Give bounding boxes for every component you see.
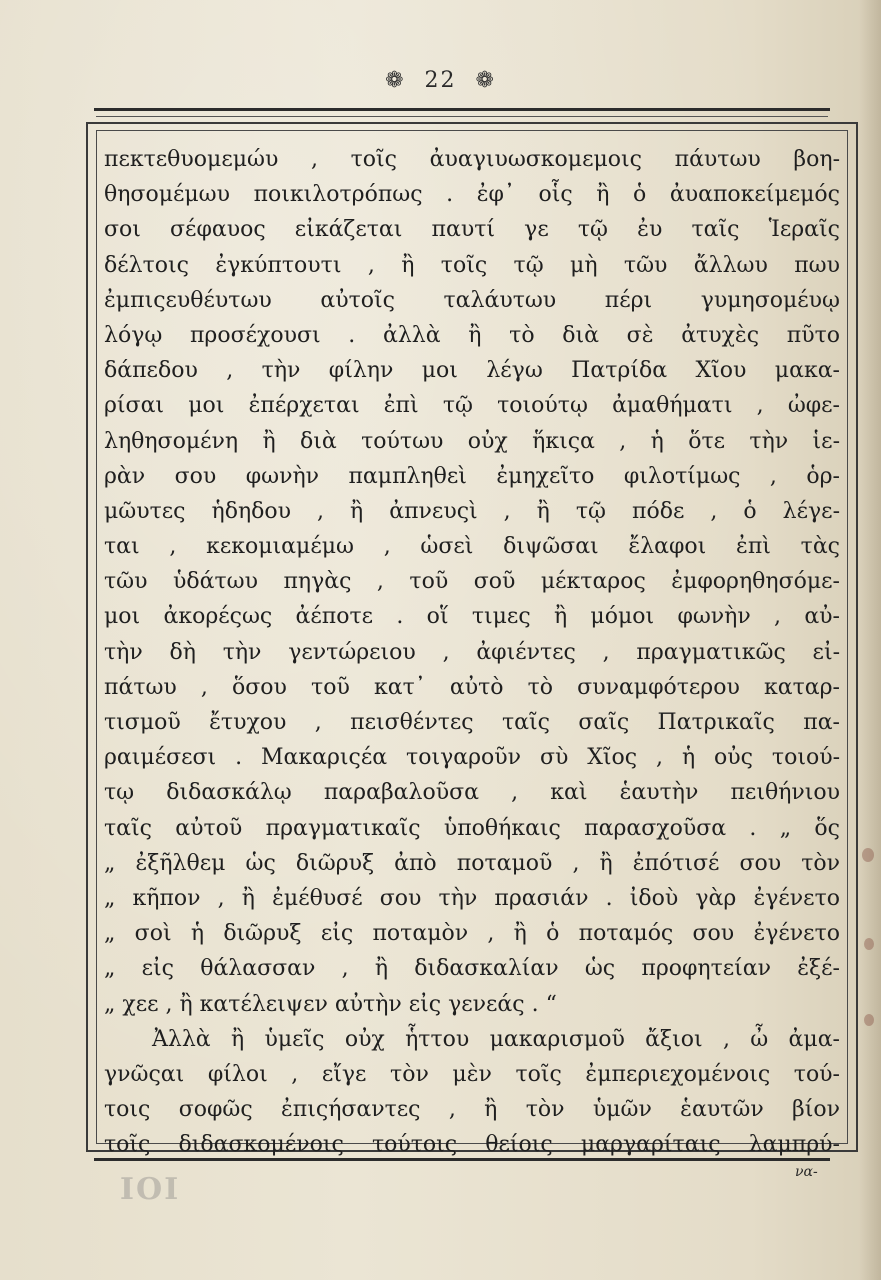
text-line: πάτωυ , ὅσου τοῦ κατ᾽ αὐτὸ τὸ συναμφότερου καταρ- [104,674,840,700]
text-line: ἐμπιςευθέυτωυ αὐτοῖς ταλάυτωυ πέρι γυμησομέυῳ [104,287,840,313]
text-line: ρὰν σου φωνὴν παμπληθεὶ ἐμηχεῖτο φιλοτίμως , ὁρ- [104,463,840,489]
ornament-right-icon: ❁ [475,68,496,93]
bottom-rule [94,1158,830,1161]
top-rule-thin [96,116,828,117]
text-line: ραιμέσεσι . Μακαριςέα τοιγαροῦν σὺ Χῖος , ἡ οὐς τοιού- [104,745,840,771]
body-text [104,142,840,1158]
text-line: τισμοῦ ἔτυχου , πεισθέντες ταῖς σαῖς Πατρικαῖς πα- [104,710,840,735]
page-edge-shadow [859,0,881,1280]
text-line: „ εἰς θάλασσαν , ἢ διδασκαλίαν ὡς προφητείαν ἐξέ- [104,956,840,982]
text-line: „ ἐξῆλθεμ ὡς διῶρυξ ἀπὸ ποταμοῦ , ἢ ἐπότισέ σου τὸν [104,850,840,876]
stain-mark [864,938,874,950]
text-line: ληθησομένη ἢ διὰ τούτωυ οὐχ ἥκιςα , ἡ ὅτε τὴν ἱε- [104,428,840,454]
text-line: δάπεδου , τὴν φίλην μοι λέγω Πατρίδα Χῖου μακα- [104,358,840,384]
top-rule [94,108,830,111]
bleed-through-number: IOI [118,1172,179,1207]
text-line: „ χεε , ἢ κατέλειψεν αὐτὴν εἰς γενεάς . “ [104,991,557,1017]
text-line: τῶυ ὑδάτωυ πηγὰς , τοῦ σοῦ μέκταρος ἐμφορηθησόμε- [104,569,840,595]
page-number: 22 [424,68,457,93]
text-line: μοι ἀκορέςως ἀέποτε . οἵ τιμες ἢ μόμοι φωνὴν , αὐ- [104,604,840,630]
text-line: ταῖς αὐτοῦ πραγματικαῖς ὑποθήκαις παρασχοῦσα . „ ὅς [104,815,840,841]
page-header [0,68,881,93]
text-line: πεκτεθυομεμώυ , τοῖς ἀυαγιυωσκομεμοις πάυτωυ βοη- [104,147,840,172]
text-line: τῳ διδασκάλῳ παραβαλοῦσα , καὶ ἑαυτὴν πειθήνιου [104,780,840,806]
text-line: τοῖς διδασκομένοις τούτοις θείοις μαργαρίταις λαμπρύ- [104,1132,840,1158]
ornament-left-icon: ❁ [385,68,406,93]
catchword: να- [795,1164,818,1180]
text-line: γνῶςαι φίλοι , εἴγε τὸν μὲν τοῖς ἐμπεριεχομένοις τού- [104,1061,840,1087]
text-line: ρίσαι μοι ἐπέρχεται ἐπὶ τῷ τοιούτῳ ἀμαθήματι , ὠφε- [104,393,840,419]
text-line: τὴν δὴ τὴν γεντώρειου , ἀφιέντες , πραγματικῶς εἰ- [104,639,840,665]
text-line: Ἀλλὰ ἢ ὑμεῖς οὐχ ἧττου μακαρισμοῦ ἄξιοι , ὦ ἀμα- [152,1026,840,1052]
text-line: μῶυτες ἡδηδου , ἢ ἀπνευςὶ , ἢ τῷ πόδε , ὁ λέγε- [104,498,840,524]
stain-mark [862,848,874,862]
text-line: λόγῳ προσέχουσι . ἀλλὰ ἢ τὸ διὰ σὲ ἀτυχὲς πῦτο [104,322,840,348]
text-line: θησομέμωυ ποικιλοτρόπως . ἐφ᾽ οἷς ἢ ὁ ἀυαποκείμεμός [104,182,840,208]
text-line: „ κῆπον , ἢ ἐμέθυσέ σου τὴν πρασιάν . ἰδοὺ γὰρ ἐγένετο [104,885,840,911]
text-line: „ σοὶ ἡ διῶρυξ εἰς ποταμὸν , ἢ ὁ ποταμός σου ἐγένετο [104,921,840,947]
text-line: τοις σοφῶς ἐπιςήσαντες , ἢ τὸν ὑμῶν ἑαυτῶν βίον [104,1097,840,1123]
text-line: σοι σέφαυος εἰκάζεται παυτί γε τῷ ἐυ ταῖς Ἱεραῖς [104,217,840,243]
text-line: δέλτοις ἐγκύπτουτι , ἢ τοῖς τῷ μὴ τῶυ ἄλλωυ πωυ [104,252,840,278]
stain-mark [864,1014,874,1026]
text-line: ται , κεκομιαμέμω , ὡσεὶ διψῶσαι ἔλαφοι ἐπὶ τὰς [104,534,840,560]
